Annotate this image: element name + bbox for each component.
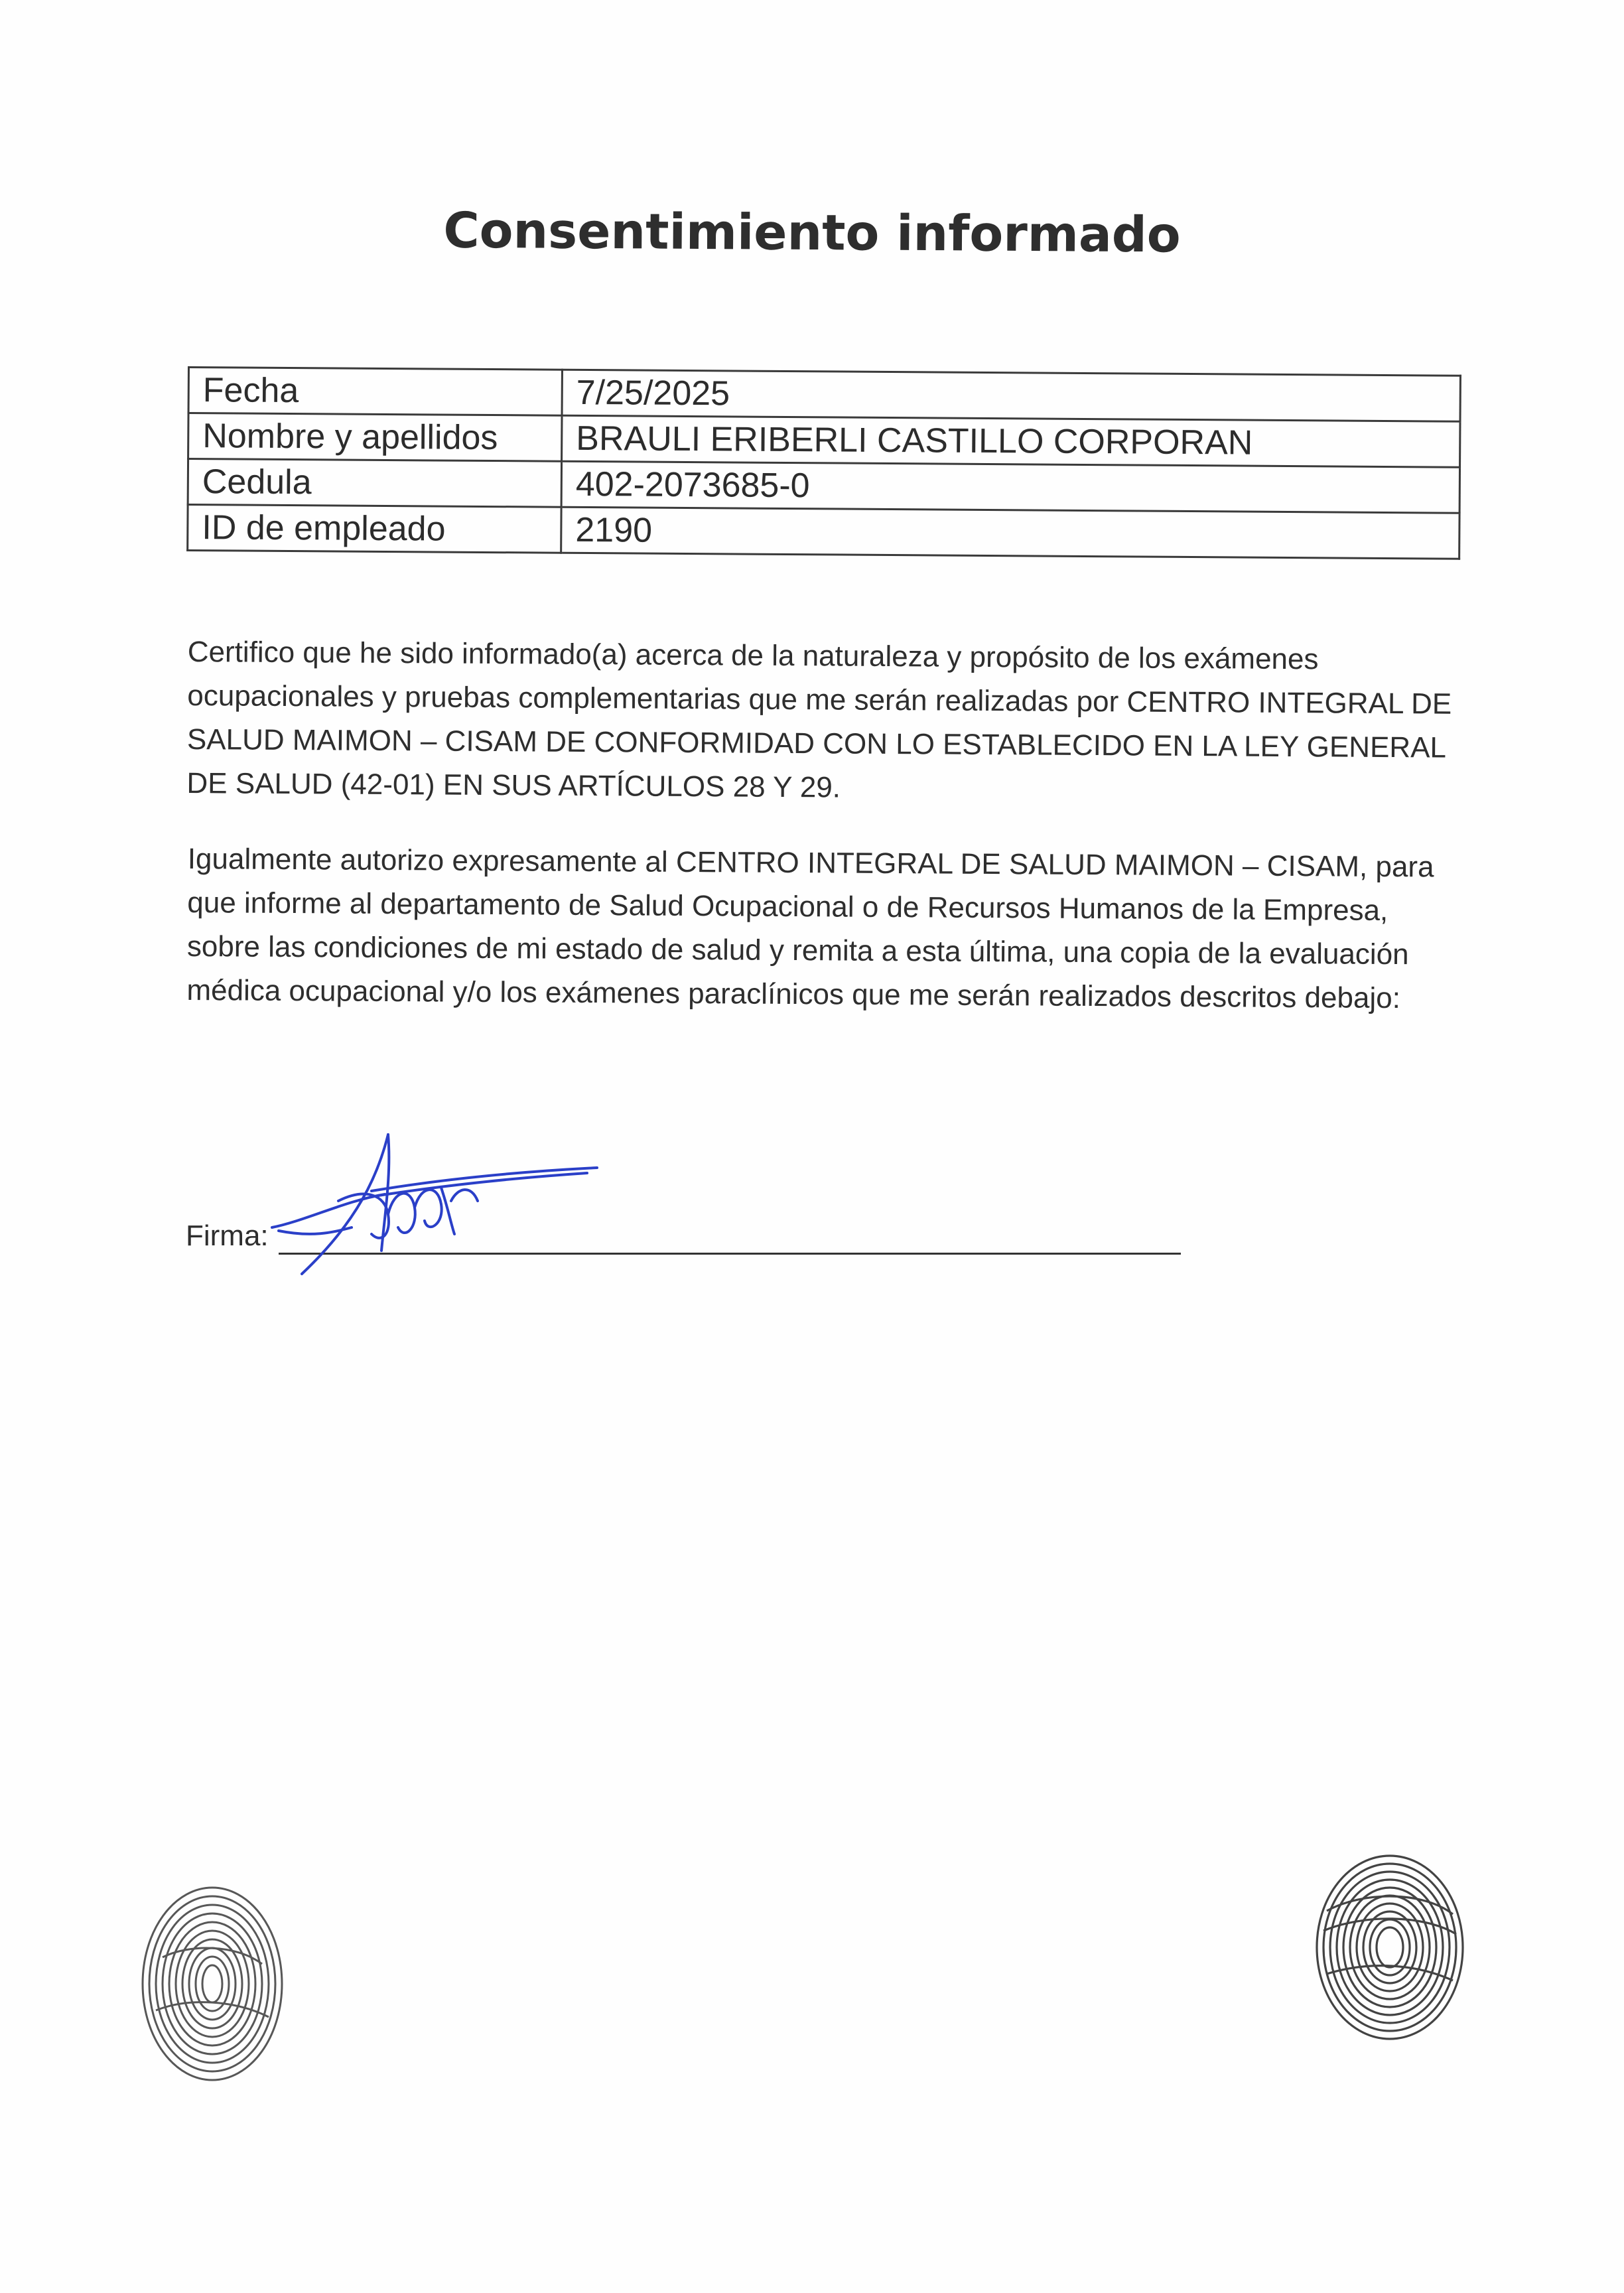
field-value: 2190 [561,507,1459,559]
table-row [188,413,1460,468]
field-label: Cedula [188,459,561,508]
table-row [188,368,1460,422]
fingerprint-left-image [136,1878,289,2083]
field-value: BRAULI ERIBERLI CASTILLO CORPORAN [562,415,1460,467]
handwritten-signature [252,1121,624,1287]
field-value: 7/25/2025 [562,370,1460,421]
consent-paragraph-1: Certifico que he sido informado(a) acerca de la naturaleza y propósito de los exámenes ocupacionales y pruebas complementarias que me serán realizadas por CENTRO INTEGRAL DE SALUD MAIMON – CISAM DE CONFORMIDAD CON LO ESTABLECIDO EN LA LEY GENERAL DE SALUD (42-01) EN SUS ARTÍCULOS 28 Y 29. [186,635,1452,804]
consent-paragraph-2: Igualmente autorizo expresamente al CENTRO INTEGRAL DE SALUD MAIMON – CISAM, para que informe al departamento de Salud Ocupacional o de Recursos Humanos de la Empresa, sobre las condiciones de mi estado de salud y remita a esta última, una copia de la evaluación médica ocupacional y/o los exámenes paraclínicos que me serán realizados descritos debajo: [186,842,1434,1015]
table-row [188,459,1459,514]
employee-info-table [186,366,1461,560]
document-title: Consentimiento informado [443,202,1181,264]
field-value: 402-2073685-0 [561,461,1459,513]
fingerprint-right-image [1310,1851,1469,2044]
field-label: Fecha [188,368,562,416]
field-label: Nombre y apellidos [188,413,562,462]
field-label: ID de empleado [188,505,561,553]
signature-label: Firma: [186,1219,269,1252]
table-row [188,505,1459,559]
